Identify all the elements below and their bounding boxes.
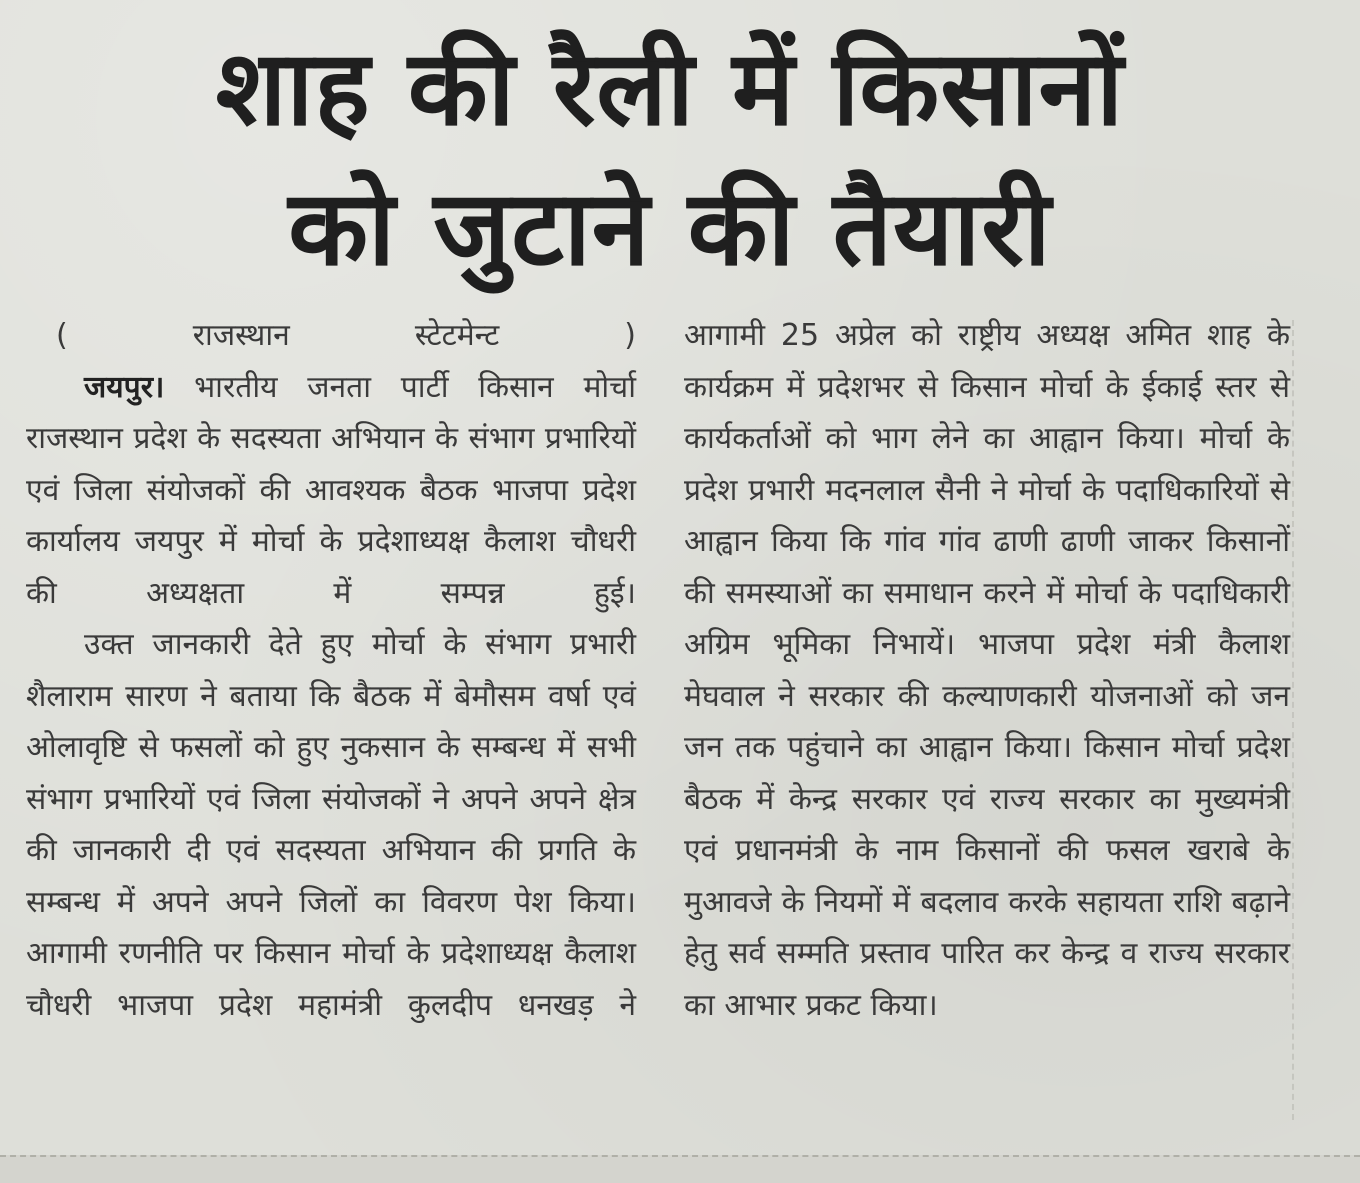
article-source: ( राजस्थान स्टेटमेन्ट ) [56, 318, 636, 353]
torn-edge-marks [1292, 320, 1316, 1120]
dateline: जयपुर। [84, 369, 165, 405]
article-column-right [684, 310, 1290, 1031]
article-paragraph-2: उक्त जानकारी देते हुए मोर्चा के संभाग प्रभारी शैलाराम सारण ने बताया कि बैठक में बेमौसम वर्षा एवं ओलावृष्टि से फसलों को हुए नुकसान के सम्बन्ध में सभी संभाग प्रभारियों एवं जिला संयोजकों ने अपने अपने क्षेत्र की जानकारी दी एवं सदस्यता अभियान की प्रगति के सम्बन्ध में अपने अपने जिलों का विवरण पेश किया। आगामी रणनीति पर किसान मोर्चा के प्रदेशाध्यक्ष कैलाश चौधरी भाजपा प्रदेश महामंत्री कुलदीप धनखड़ ने [26, 627, 636, 1023]
article-paragraph-3: आगामी 25 अप्रेल को राष्ट्रीय अध्यक्ष अमित शाह के कार्यक्रम में प्रदेशभर से किसान मोर्चा के ईकाई स्तर से कार्यकर्ताओं को भाग लेने का आह्वान किया। मोर्चा के प्रदेश प्रभारी मदनलाल सैनी ने मोर्चा के पदाधिकारियों से आह्वान किया कि गांव गांव ढाणी ढाणी जाकर किसानों की समस्याओं का समाधान करने में मोर्चा के पदाधिकारी अग्रिम भूमिका निभायें। भाजपा प्रदेश मंत्री कैलाश मेघवाल ने सरकार की कल्याणकारी योजनाओं को जन जन तक पहुंचाने का आह्वान किया। किसान मोर्चा प्रदेश बैठक में केन्द्र सरकार एवं राज्य सरकार का मुख्यमंत्री एवं प्रधानमंत्री के नाम किसानों की फसल खराबे के मुआवजे के नियमों में बदलाव करके सहायता राशि बढ़ाने हेतु सर्व सम्मति प्रस्ताव पारित कर केन्द्र व राज्य सरकार का आभार प्रकट किया। [684, 318, 1290, 1023]
headline-line-1: शाह की रैली में किसानों [215, 27, 1125, 149]
article-paragraph-1 [26, 362, 636, 620]
headline-line-2: को जुटाने की तैयारी [288, 167, 1052, 289]
clipping-bottom-edge [0, 1155, 1360, 1183]
article-column-left [26, 310, 636, 1031]
article-paragraph-1-text: भारतीय जनता पार्टी किसान मोर्चा राजस्थान प्रदेश के सदस्यता अभियान के संभाग प्रभारियों एवं जिला संयोजकों की आवश्यक बैठक भाजपा प्रदेश कार्यालय जयपुर में मोर्चा के प्रदेशाध्यक्ष कैलाश चौधरी की अध्यक्षता में सम्पन्न हुई। [26, 369, 636, 611]
